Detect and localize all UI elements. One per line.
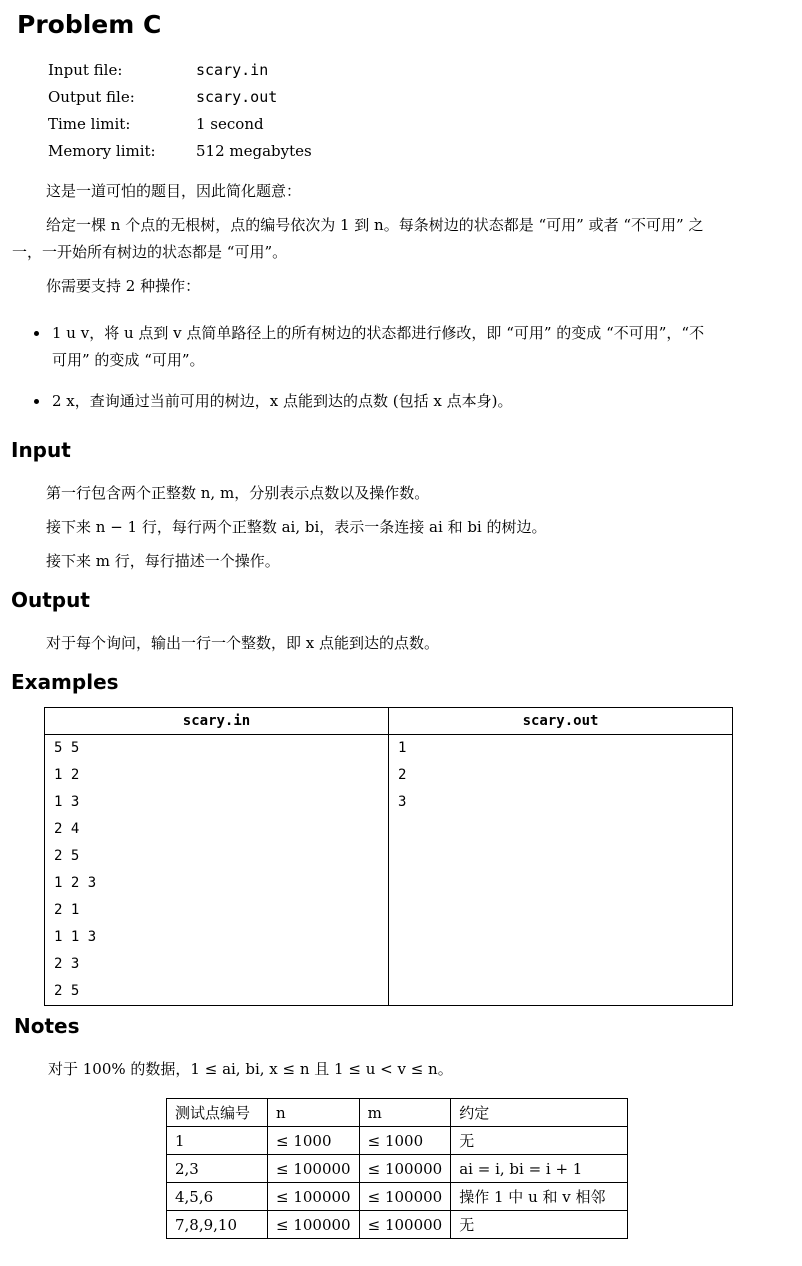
notes-heading: Notes bbox=[14, 1014, 80, 1038]
limits-cell: 操作 1 中 u 和 v 相邻 bbox=[451, 1183, 628, 1211]
limits-cell: 2,3 bbox=[167, 1155, 268, 1183]
limits-cell: 无 bbox=[451, 1127, 628, 1155]
limits-table bbox=[166, 1098, 628, 1239]
input-heading: Input bbox=[11, 438, 71, 462]
output-line1: 对于每个询问，输出一行一个整数，即 x 点能到达的点数。 bbox=[46, 634, 439, 652]
example-line: 1 bbox=[398, 740, 407, 756]
notes-line1: 对于 100% 的数据，1 ≤ ai, bi, x ≤ n 且 1 ≤ u < v ≤ n。 bbox=[48, 1060, 453, 1078]
examples-input-cell bbox=[45, 735, 389, 1006]
limits-cell: ≤ 100000 bbox=[359, 1155, 451, 1183]
page-title: Problem C bbox=[17, 10, 162, 39]
example-line: 3 bbox=[398, 794, 407, 810]
meta-label-memory: Memory limit: bbox=[48, 142, 156, 160]
limits-header-constraint: 约定 bbox=[451, 1099, 628, 1127]
limits-cell: ≤ 1000 bbox=[359, 1127, 451, 1155]
meta-label-output: Output file: bbox=[48, 88, 135, 106]
bullet-dot bbox=[34, 399, 39, 404]
input-line2: 接下来 n − 1 行，每行两个正整数 ai, bi，表示一条连接 ai 和 bi 的树边。 bbox=[46, 518, 547, 536]
bullet-dot bbox=[34, 331, 39, 336]
meta-label-time: Time limit: bbox=[48, 115, 131, 133]
limits-cell: ≤ 100000 bbox=[268, 1211, 360, 1239]
limits-cell: 7,8,9,10 bbox=[167, 1211, 268, 1239]
limits-header-m: m bbox=[359, 1099, 451, 1127]
input-line3: 接下来 m 行，每行描述一个操作。 bbox=[46, 552, 280, 570]
example-line: 2 4 bbox=[54, 821, 80, 837]
limits-header-case: 测试点编号 bbox=[167, 1099, 268, 1127]
example-line: 1 1 3 bbox=[54, 929, 97, 945]
meta-value-memory: 512 megabytes bbox=[196, 142, 312, 160]
op1-line2: 可用” 的变成 “可用”。 bbox=[52, 351, 205, 369]
example-line: 5 5 bbox=[54, 740, 80, 756]
op2-line: 2 x，查询通过当前可用的树边，x 点能到达的点数 (包括 x 点本身)。 bbox=[52, 392, 513, 410]
limits-cell: ai = i, bi = i + 1 bbox=[451, 1155, 628, 1183]
limits-cell: 4,5,6 bbox=[167, 1183, 268, 1211]
limits-header-n: n bbox=[268, 1099, 360, 1127]
statement-p2-line1: 给定一棵 n 个点的无根树，点的编号依次为 1 到 n。每条树边的状态都是 “可用” 或者 “不可用” 之 bbox=[46, 216, 704, 234]
example-line: 1 2 3 bbox=[54, 875, 97, 891]
limits-cell: 无 bbox=[451, 1211, 628, 1239]
example-line: 1 2 bbox=[54, 767, 80, 783]
statement-p3: 你需要支持 2 种操作： bbox=[46, 277, 201, 295]
examples-col-input: scary.in bbox=[45, 708, 389, 735]
example-line: 2 5 bbox=[54, 983, 80, 999]
limits-cell: ≤ 100000 bbox=[268, 1155, 360, 1183]
examples-heading: Examples bbox=[11, 670, 119, 694]
limits-cell: ≤ 100000 bbox=[359, 1183, 451, 1211]
statement-p1: 这是一道可怕的题目，因此简化题意： bbox=[46, 182, 302, 200]
example-line: 2 3 bbox=[54, 956, 80, 972]
example-line: 2 bbox=[398, 767, 407, 783]
op1-line1: 1 u v，将 u 点到 v 点简单路径上的所有树边的状态都进行修改，即 “可用” 的变成 “不可用”，“不 bbox=[52, 324, 705, 342]
examples-output-cell bbox=[389, 735, 733, 1006]
example-line: 2 1 bbox=[54, 902, 80, 918]
limits-cell: ≤ 100000 bbox=[359, 1211, 451, 1239]
limits-cell: ≤ 100000 bbox=[268, 1183, 360, 1211]
meta-value-time: 1 second bbox=[196, 115, 264, 133]
examples-table bbox=[44, 707, 733, 1006]
limits-cell: ≤ 1000 bbox=[268, 1127, 360, 1155]
example-line: 2 5 bbox=[54, 848, 80, 864]
meta-value-output: scary.out bbox=[196, 88, 278, 106]
meta-label-input: Input file: bbox=[48, 61, 123, 79]
statement-p2-line2: 一，一开始所有树边的状态都是 “可用”。 bbox=[12, 243, 288, 261]
limits-cell: 1 bbox=[167, 1127, 268, 1155]
output-heading: Output bbox=[11, 588, 90, 612]
example-line: 1 3 bbox=[54, 794, 80, 810]
input-line1: 第一行包含两个正整数 n, m，分别表示点数以及操作数。 bbox=[46, 484, 430, 502]
meta-value-input: scary.in bbox=[196, 61, 269, 79]
examples-col-output: scary.out bbox=[389, 708, 733, 735]
